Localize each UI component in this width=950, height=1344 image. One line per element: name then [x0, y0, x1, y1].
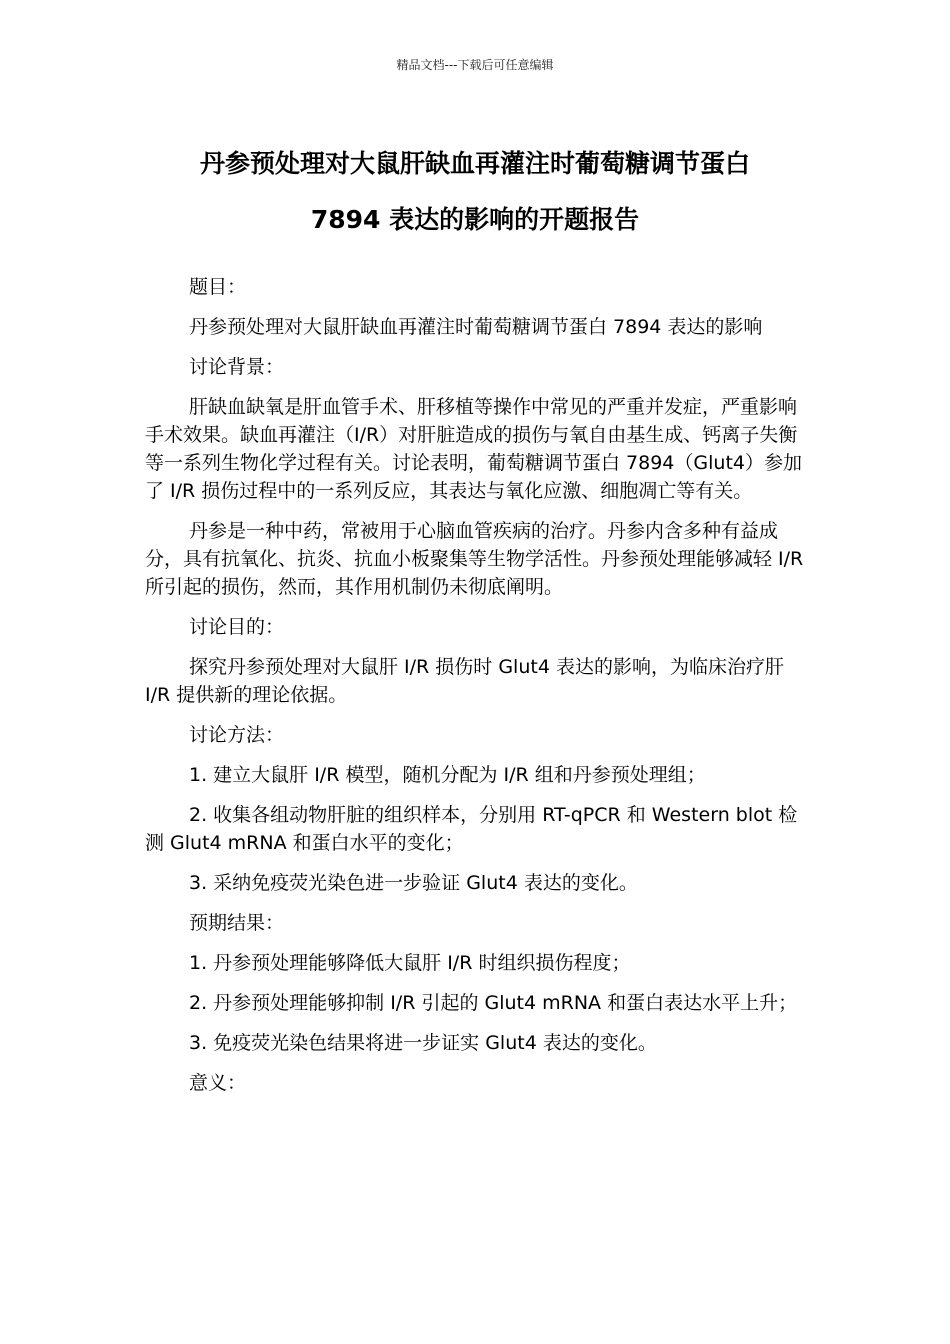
paragraph-method-3: 3. 采纳免疫荧光染色进一步验证 Glut4 表达的变化。 — [189, 872, 638, 894]
paragraph-result-3: 3. 免疫荧光染色结果将进一步证实 Glut4 表达的变化。 — [189, 1032, 657, 1054]
paragraph-purpose: 探究丹参预处理对大鼠肝 I/R 损伤时 Glut4 表达的影响，为临床治疗肝 I/R 提供新的理论依据。 — [145, 656, 784, 706]
paragraph-purpose-label: 讨论目的： — [189, 616, 285, 638]
title-line-2: 7894 表达的影响的开题报告 — [310, 205, 640, 234]
document-title — [130, 136, 820, 248]
title-line-1: 丹参预处理对大鼠肝缺血再灌注时葡萄糖调节蛋白 — [199, 149, 750, 178]
paragraph-topic-label: 题目： — [189, 276, 247, 298]
paragraph-topic: 丹参预处理对大鼠肝缺血再灌注时葡萄糖调节蛋白 7894 表达的影响 — [189, 316, 763, 338]
paragraph-background-1: 肝缺血缺氧是肝血管手术、肝移植等操作中常见的严重并发症，严重影响手术效果。缺血再灌注（I/R）对肝脏造成的损伤与氧自由基生成、钙离子失衡等一系列生物化学过程有关。讨论表明，葡萄糖调节蛋白 7894（Glut4）参加了 I/R 损伤过程中的一系列反应，其表达与氧化应激、细胞凋亡等有关。 — [145, 396, 802, 502]
document-body — [145, 273, 805, 1109]
paragraph-result-1: 1. 丹参预处理能够降低大鼠肝 I/R 时组织损伤程度； — [189, 952, 631, 974]
paragraph-background-label: 讨论背景： — [189, 356, 285, 378]
paragraph-method-1: 1. 建立大鼠肝 I/R 模型，随机分配为 I/R 组和丹参预处理组； — [189, 764, 706, 786]
page-header: 精品文档---下载后可任意编辑 — [396, 58, 554, 72]
paragraph-background-2: 丹参是一种中药，常被用于心脑血管疾病的治疗。丹参内含多种有益成分，具有抗氧化、抗炎、抗血小板聚集等生物学活性。丹参预处理能够减轻 I/R 所引起的损伤，然而，其作用机制仍未彻底阐明。 — [145, 520, 804, 598]
paragraph-methods-label: 讨论方法： — [189, 724, 285, 746]
paragraph-significance-label: 意义： — [189, 1072, 247, 1094]
paragraph-results-label: 预期结果： — [189, 912, 285, 934]
paragraph-method-2: 2. 收集各组动物肝脏的组织样本，分别用 RT-qPCR 和 Western blot 检测 Glut4 mRNA 和蛋白水平的变化； — [145, 804, 798, 854]
paragraph-result-2: 2. 丹参预处理能够抑制 I/R 引起的 Glut4 mRNA 和蛋白表达水平上升； — [189, 992, 798, 1014]
